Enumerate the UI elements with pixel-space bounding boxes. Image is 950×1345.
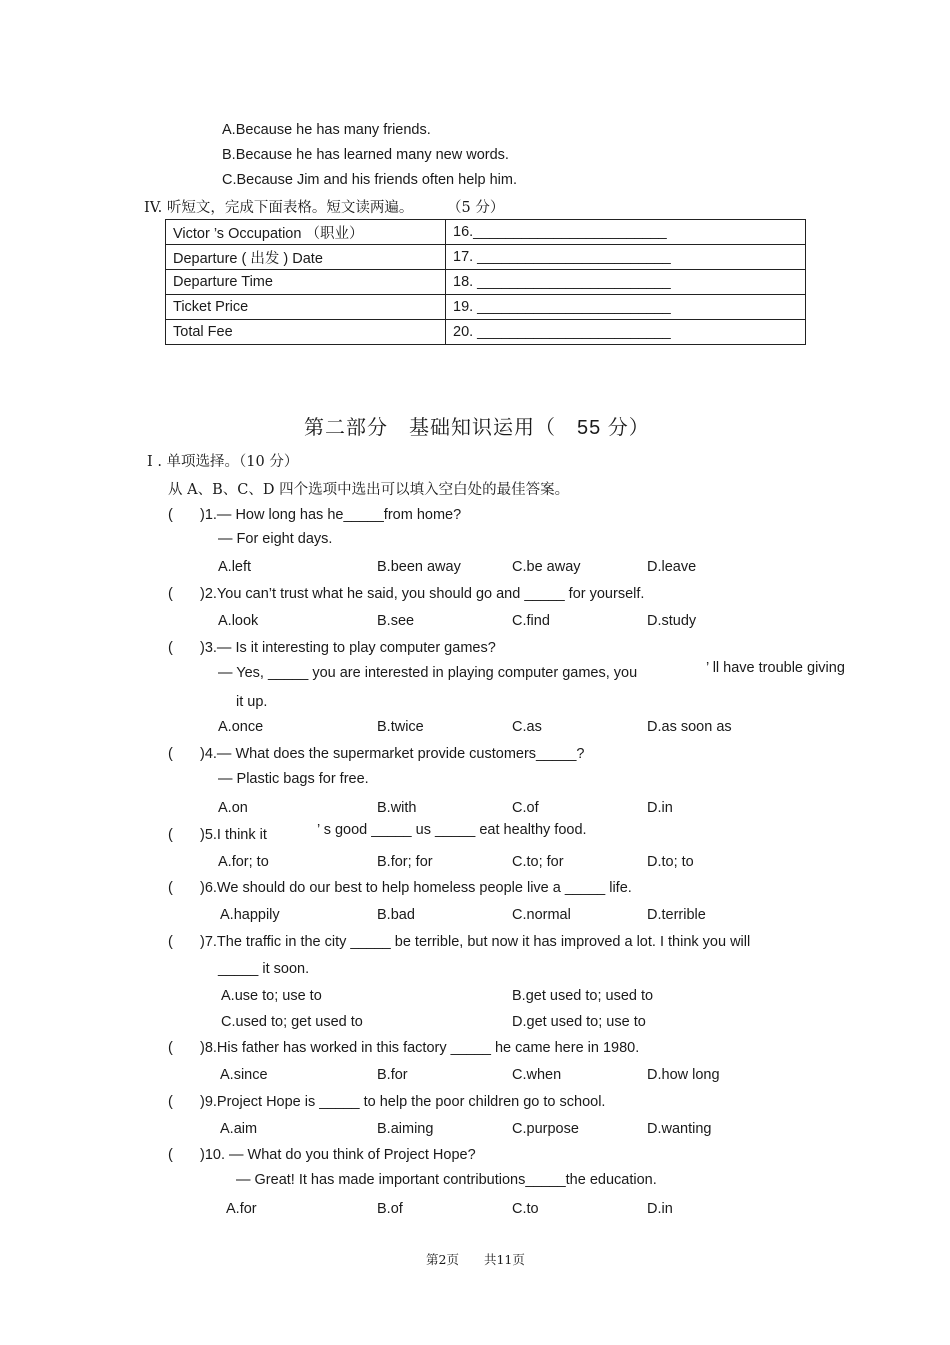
question-stem: — Great! It has made important contributions_____the education.: [236, 1172, 657, 1188]
option: B.for: [377, 1067, 408, 1083]
question-stem: )9.Project Hope is _____ to help the poor children go to school.: [200, 1094, 606, 1110]
option: D.terrible: [647, 907, 706, 923]
option: A.for: [226, 1201, 257, 1217]
table-cell-label: Ticket Price: [166, 295, 446, 320]
answer-paren: (: [168, 586, 173, 602]
prev-option-c: C.Because Jim and his friends often help him.: [222, 172, 517, 188]
question-stem: _____ it soon.: [218, 961, 310, 977]
option: C.when: [512, 1067, 562, 1083]
page-footer: 第2页 共11页: [426, 1252, 525, 1267]
part2-title: 第二部分 基础知识运用（ 55 分）: [304, 417, 650, 439]
answer-paren: (: [168, 827, 173, 843]
table-cell-label: Departure Time: [166, 270, 446, 295]
question-stem: — For eight days.: [218, 531, 333, 547]
question-stem: — Yes, _____ you are interested in playing computer games, you: [218, 665, 638, 681]
table-cell-blank: 18. ________________________: [446, 270, 806, 295]
listening-table: [165, 219, 806, 345]
option: D.wanting: [647, 1121, 712, 1137]
section4-heading: IV. 听短文，完成下面表格。短文读两遍。: [144, 200, 414, 216]
option: C.used to; get used to: [221, 1014, 363, 1030]
answer-paren: (: [168, 1094, 173, 1110]
answer-paren: (: [168, 640, 173, 656]
question-stem: )1.— How long has he_____from home?: [200, 507, 462, 523]
option: A.look: [218, 613, 259, 629]
option: D.get used to; use to: [512, 1014, 646, 1030]
table-cell-label: Total Fee: [166, 320, 446, 345]
answer-paren: (: [168, 1040, 173, 1056]
table-row: [166, 270, 806, 295]
option: C.as: [512, 719, 542, 735]
option: D.leave: [647, 559, 697, 575]
option: D.as soon as: [647, 719, 732, 735]
table-cell-blank: 16.________________________: [446, 220, 806, 245]
answer-paren: (: [168, 880, 173, 896]
option: C.find: [512, 613, 550, 629]
table-cell-label: Victor ’s Occupation （职业）: [166, 220, 446, 245]
question-stem: — Plastic bags for free.: [218, 771, 369, 787]
option: C.to: [512, 1201, 539, 1217]
section4-score: （5 分）: [447, 200, 505, 216]
table-cell-label: Departure ( 出发 ) Date: [166, 245, 446, 270]
table-row: [166, 320, 806, 345]
answer-paren: (: [168, 507, 173, 523]
option: B.twice: [377, 719, 424, 735]
question-stem: it up.: [236, 694, 268, 710]
option: D.how long: [647, 1067, 720, 1083]
option: C.be away: [512, 559, 581, 575]
option: C.purpose: [512, 1121, 579, 1137]
table-row: [166, 245, 806, 270]
instruction: 从 A、B、C、D 四个选项中选出可以填入空白处的最佳答案。: [168, 482, 570, 498]
table-cell-blank: 20. ________________________: [446, 320, 806, 345]
option: B.aiming: [377, 1121, 434, 1137]
option: A.since: [220, 1067, 268, 1083]
question-stem: )2.You can’t trust what he said, you should go and _____ for yourself.: [200, 586, 645, 602]
option: D.study: [647, 613, 697, 629]
option: A.left: [218, 559, 252, 575]
answer-paren: (: [168, 934, 173, 950]
option: B.been away: [377, 559, 461, 575]
option: D.in: [647, 800, 673, 816]
question-stem: ’ s good _____ us _____ eat healthy food.: [317, 822, 587, 838]
option: A.for; to: [218, 854, 269, 870]
option: B.get used to; used to: [512, 988, 654, 1004]
option: A.happily: [220, 907, 280, 923]
option: B.see: [377, 613, 415, 629]
question-stem: )8.His father has worked in this factory _____ he came here in 1980.: [200, 1040, 640, 1056]
answer-paren: (: [168, 1147, 173, 1163]
option: B.with: [377, 800, 417, 816]
table-row: [166, 295, 806, 320]
option: C.of: [512, 800, 539, 816]
answer-paren: (: [168, 746, 173, 762]
option: B.for; for: [377, 854, 433, 870]
question-stem: )4.— What does the supermarket provide customers_____?: [200, 746, 585, 762]
table-cell-blank: 19. ________________________: [446, 295, 806, 320]
option: D.in: [647, 1201, 673, 1217]
option: B.of: [377, 1201, 403, 1217]
question-stem: )7.The traffic in the city _____ be terrible, but now it has improved a lot. I think you will: [200, 934, 751, 950]
option: A.once: [218, 719, 264, 735]
option: B.bad: [377, 907, 415, 923]
section1-heading: I . 单项选择。（10 分）: [147, 454, 299, 470]
question-stem: )5.I think it: [200, 827, 267, 843]
prev-option-a: A.Because he has many friends.: [222, 122, 431, 138]
option: A.on: [218, 800, 248, 816]
question-stem: ’ ll have trouble giving: [706, 660, 845, 676]
question-stem: )10. — What do you think of Project Hope?: [200, 1147, 476, 1163]
table-cell-blank: 17. ________________________: [446, 245, 806, 270]
table-row: [166, 220, 806, 245]
prev-option-b: B.Because he has learned many new words.: [222, 147, 509, 163]
question-stem: )6.We should do our best to help homeless people live a _____ life.: [200, 880, 632, 896]
option: A.aim: [220, 1121, 258, 1137]
option: A.use to; use to: [221, 988, 322, 1004]
option: C.normal: [512, 907, 571, 923]
question-stem: )3.— Is it interesting to play computer games?: [200, 640, 496, 656]
option: D.to; to: [647, 854, 694, 870]
option: C.to; for: [512, 854, 564, 870]
